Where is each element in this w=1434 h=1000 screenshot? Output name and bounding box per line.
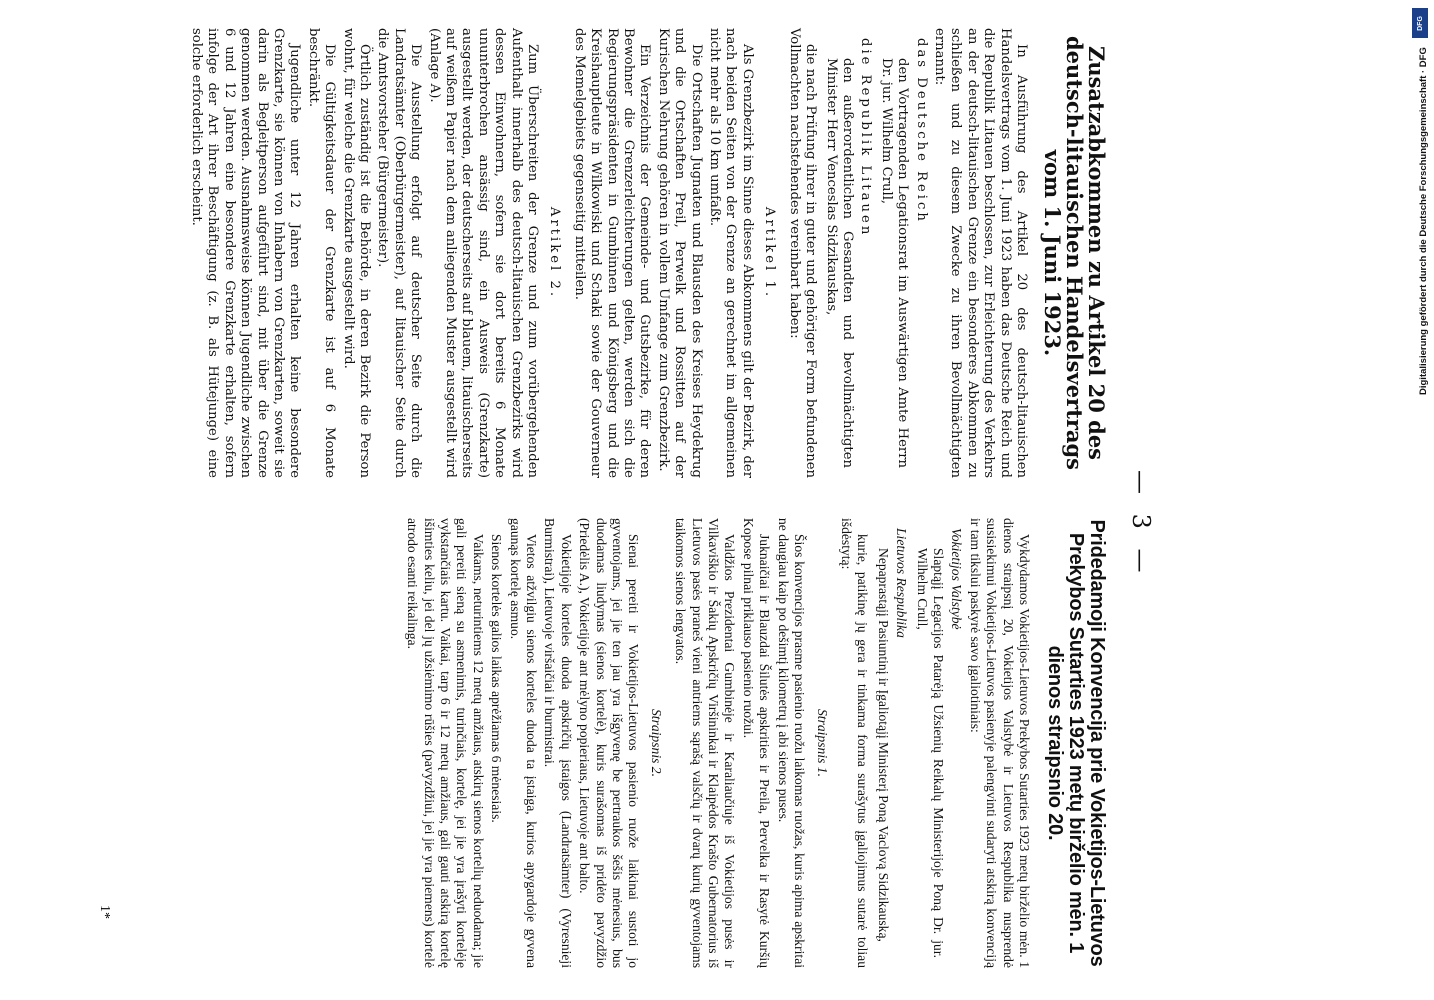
lithuanian-party-2: Lietuvos Respublika	[894, 528, 910, 638]
german-article-1-para-1: Als Grenzbezirk im Sinne dieses Abkommens gilt der Bezirk, der nach beiden Seiten von der Grenze an gerechnet im allgemeinen nicht mehr als 10 km umfaßt.	[707, 28, 755, 478]
german-intro: In Ausführung des Artikel 20 des deutsch-litauischen Handelsvertrags vom 1. Juni 1923 haben das Deutsche Reich und die Republik Litauen beschlossen, zur Erleichterung des Verkehrs an der deutsch-litauischen Grenze ein besonderes Abkommen zu schließen und zu diesem Zwecke zu ihren Bevollmächtigten ernannt:	[931, 28, 1029, 478]
lithuanian-rep-2: Nepaprastąjį Pasiuntinį ir Įgaliotąjį Ministerį Poną Vaclovą Sidzikauską,	[875, 548, 891, 942]
german-title: Zusatzabkommen zu Artikel 20 des deutsch-litauischen Handelsvertrags vom 1. Juni 1923.	[1040, 36, 1109, 470]
lithuanian-article-2-para-5: Vaikams, neturintiems 12 metų amžiaus, atskirų sienos kortelių neduodama; jie gali pereiti sieną su asmenimis, turinčiais, kortelę, jei jie yra įrašyti kortelėje vykstančiais kartu. Vaikai, tarp 6 ir 12 metų amžiaus, gali gauti atskirą kortelę išimties keliu, jei del jų užsiėmimo rūšies (pavyzdžiui, jei jie yra piemens) kortelė atrodo esanti reikalinga.	[405, 518, 486, 968]
lithuanian-article-1-para-2: Juknaičiai ir Blauzdai Šilutės apskrities ir Preila, Pervelka ir Rasytė Kuršių Kopose pilnai priklauso pasienio ruožui.	[740, 518, 773, 968]
lithuanian-title: Pridedamoji Konvencija prie Vokietijos-Lietuvos Prekybos Sutarties 1923 metų birželio mėn. 1 dienos straipsnio 20.	[1044, 519, 1108, 967]
german-article-2-para-5: Jugendliche unter 12 Jahren erhalten keine besondere Grenzkarte, sie können von Inhabern von Grenzkarten, soweit sie darin als Begleitperson aufgeführt sind, mit über die Grenze genommen werden. Ausnahmsweise können Jugendliche zwischen 6 und 12 Jahren eine besondere Grenzkarte erhalten, sofern infolge der Art ihrer Beschäftigung (z. B. als Hütejunge) eine solche erforderlich erscheint.	[188, 28, 303, 478]
lithuanian-rep-1: Slaptąjį Legacijos Patarėją Užsienių Reikalų Ministerijoje Poną Dr. jur. Wilhelm Crull,	[914, 548, 946, 958]
german-article-2-para-3: Örtlich zuständig ist die Behörde, in deren Bezirk die Person wohnt, für welche die Grenzkarte ausgestellt wird.	[340, 28, 372, 478]
german-rep-1: den Vortragenden Legationsrat im Auswärtigen Amte Herrn Dr. jur. Wilhelm Crull,	[878, 58, 911, 468]
lithuanian-article-2-para-4: Sienos kortelės galios laikas aprėžiamas 6 mėnesiais.	[489, 534, 505, 823]
german-article-2-para-1: Zum Überschreiten der Grenze und zum vorübergehenden Aufenthalt innerhalb des deutsch-litauischen Grenzbezirks wird dessen Einwohnern, sofern sie dort bereits 6 Monate ununterbrochen ansässig sind, ein Ausweis (Grenzkarte) ausgestellt werden, der deutscherseits auf blauem, litauischerseits auf weißem Papier nach dem anliegenden Muster ausgestellt wird (Anlage A).	[426, 28, 541, 478]
lithuanian-column	[402, 518, 1107, 968]
lithuanian-article-1-heading: Straipsnis 1.	[814, 709, 830, 777]
german-article-2-heading: Artikel 2.	[547, 206, 563, 300]
lithuanian-article-2-heading: Straipsnis 2.	[648, 709, 664, 777]
german-article-1-para-2: Die Ortschaften Jugnaten und Blausden des Kreises Heydekrug und die Ortschaften Preil, Perwelk und Rossitten auf der Kurischen Nehrung gehören in vollem Umfange zum Grenzbezirk.	[655, 28, 704, 478]
german-rep-2: den außerordentlichen Gesandten und bevollmächtigten Minister Herr Venceslas Sidzikauskas,	[823, 58, 855, 468]
lithuanian-intro: Vykdydamos Vokietijos-Lietuvos Prekybos Sutarties 1923 metų birželio mėn. 1 dienos straipsnį 20, Vokietijos Valstybė ir Lietuvos Respublika nusprendė susisiekimui Vokietijos-Lietuvos pasienyje palengvinti sudaryti atskirą konvenciją ir tam tikslui paskyrė savo įgaliotiniais:	[967, 518, 1032, 968]
german-article-2-para-4: Die Gültigkeitsdauer der Grenzkarte ist auf 6 Monate beschränkt.	[305, 28, 338, 478]
digitization-credit: Digitalisierung gefördert durch die Deutsche Forschungsgemeinschaft · DFG	[1418, 47, 1429, 395]
lithuanian-article-1-para-3: Valdžios Prezidentai Gumbinėje ir Karaliaučiuje iš Vokietijos pusės ir Vilkaviškio ir Šakių Apskričių Viršininkai ir Klaipėdos Krašto Gubernatorius iš Lietuvos pasės praneš vieni antriems sąrašą valsčių ir dvarų kurių gyventojams taikomos sienos lengvatos.	[673, 518, 738, 968]
dfg-logo-text: DFG	[1416, 15, 1424, 31]
lithuanian-party-1: Vokietijos Valstybė	[949, 528, 965, 630]
german-article-2-para-2: Die Ausstellung erfolgt auf deutscher Seite durch die Landratsämter (Oberbürgermeister), auf litauischer Seite durch die Amtsvorsteher (Bürgermeister).	[375, 28, 424, 478]
dfg-logo	[1412, 8, 1428, 38]
page-number: — 3 —	[1127, 470, 1155, 579]
german-closing: die nach Prüfung ihrer in guter und gehöriger Form befundenen Vollmachten nachstehendes vereinbart haben:	[786, 28, 819, 478]
german-article-1-para-3: Ein Verzeichnis der Gemeinde- und Gutsbezirke, für deren Bewohner die Grenzerleichterungen gelten, werden sich die Regierungspräsidenten in Gumbinnen und Königsberg und die Kreishauptleute in Wilkowiski und Schaki sowie der Gouverneur des Memelgebiets gegenseitig mitteilen.	[571, 28, 653, 478]
footer-signature-mark: 1*	[97, 905, 112, 919]
lithuanian-closing: kurie, patikinę jų gera ir tinkama forma surašytus įgaliojimus sutarė toliau išdėstytą:	[838, 518, 871, 968]
lithuanian-article-2-para-2: Vokietijoje korteles duoda apskričių įstaigos (Landratsämter) (Vyresnieji Burmistrai), Lietuvoje viršaičiai ir burmistrai.	[542, 518, 574, 968]
german-party-2: die Republik Litauen	[858, 38, 874, 238]
german-column	[186, 28, 1108, 478]
lithuanian-article-2-para-3: Vietos atžvilgiu sienos korteles duoda ta įstaiga, kurios apygardoje gyvena gaunąs kortelę asmuo.	[507, 518, 540, 968]
lithuanian-article-2-para-1: Sienai pereiti ir Vokietijos-Lietuvos pasienio ruože laikinai sustoti jo gyventojams, jei jie ten jau yra išgyvenę be pertraukos šešis mėnesius, bus duodamas liudymas (sienos kortelė), kuris surašomas iš pridėto pavyzdžio (Priedėlis A.), Vokietijoje ant mėlyno popieriaus, Lietuvoje ant balto.	[577, 518, 642, 968]
german-article-1-heading: Artikel 1.	[762, 206, 778, 300]
lithuanian-article-1-para-1: Šios konvencijos prasme pasienio ruožu laikomas ruožas, kuris apima apskritai ne daugiau kaip po dešimtį kilometrų į abi sienos puses.	[775, 518, 808, 968]
german-party-1: das Deutsche Reich	[913, 38, 929, 224]
